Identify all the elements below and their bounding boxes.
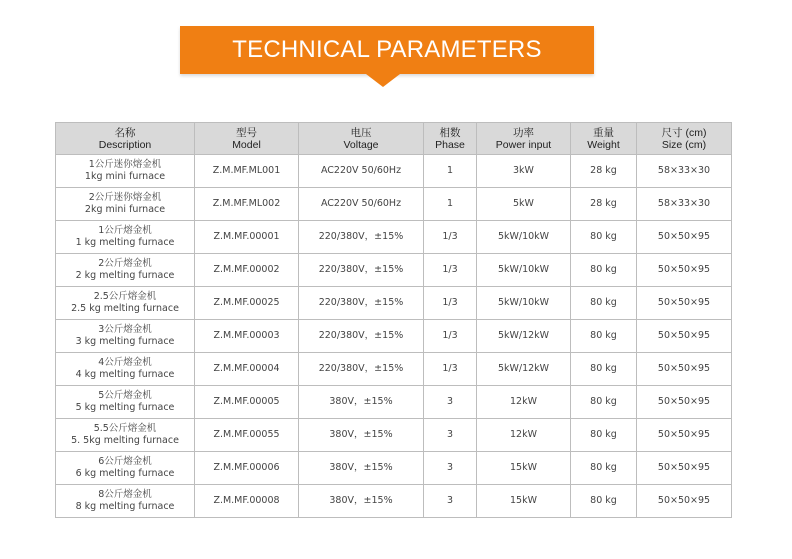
cell-size: 50×50×95: [637, 353, 732, 386]
header-cn: 名称: [114, 126, 136, 139]
header-en: Model: [232, 138, 261, 151]
header-en: Weight: [587, 138, 620, 151]
table-row: [56, 419, 732, 452]
description-cn: 5公斤熔金机: [98, 390, 152, 401]
cell-size: 58×33×30: [637, 188, 732, 221]
header-cn: 电压: [350, 126, 372, 139]
cell-weight: 80 kg: [571, 254, 637, 287]
cell-voltage: 220/380V，±15%: [299, 320, 424, 353]
description-en: 2.5 kg melting furnace: [71, 303, 179, 314]
header-description: [56, 123, 195, 155]
table-row: [56, 452, 732, 485]
cell-phase: 3: [424, 419, 477, 452]
table-row: [56, 386, 732, 419]
cell-size: 50×50×95: [637, 254, 732, 287]
cell-model: Z.M.MF.00008: [195, 485, 299, 518]
cell-phase: 1/3: [424, 353, 477, 386]
parameters-table: [55, 122, 732, 518]
cell-voltage: 220/380V，±15%: [299, 353, 424, 386]
table-body: [56, 155, 732, 518]
cell-model: Z.M.MF.ML002: [195, 188, 299, 221]
cell-power: 12kW: [477, 386, 571, 419]
description-en: 2kg mini furnace: [84, 204, 166, 215]
description-cn: 1公斤迷你熔金机: [88, 159, 162, 170]
cell-size: 50×50×95: [637, 287, 732, 320]
cell-description: [56, 221, 195, 254]
cell-size: 50×50×95: [637, 485, 732, 518]
description-cn: 1公斤熔金机: [98, 225, 152, 236]
cell-weight: 80 kg: [571, 287, 637, 320]
header-cn: 型号: [236, 126, 257, 139]
cell-power: 12kW: [477, 419, 571, 452]
cell-description: [56, 353, 195, 386]
cell-voltage: 220/380V，±15%: [299, 287, 424, 320]
table-header-row: [56, 123, 732, 155]
table-row: [56, 254, 732, 287]
cell-power: 15kW: [477, 452, 571, 485]
description-en: 1kg mini furnace: [84, 171, 166, 182]
cell-voltage: 380V，±15%: [299, 419, 424, 452]
cell-power: 5kW/12kW: [477, 353, 571, 386]
cell-model: Z.M.MF.ML001: [195, 155, 299, 188]
cell-voltage: AC220V 50/60Hz: [299, 155, 424, 188]
table-row: [56, 188, 732, 221]
cell-model: Z.M.MF.00006: [195, 452, 299, 485]
cell-description: [56, 386, 195, 419]
header-en: Voltage: [343, 138, 379, 151]
cell-weight: 80 kg: [571, 386, 637, 419]
description-en: 5 kg melting furnace: [75, 402, 175, 413]
cell-weight: 80 kg: [571, 353, 637, 386]
cell-phase: 1/3: [424, 254, 477, 287]
header-voltage: [299, 123, 424, 155]
description-cn: 5.5公斤熔金机: [93, 423, 157, 434]
cell-weight: 80 kg: [571, 452, 637, 485]
header-en: Phase: [435, 138, 465, 151]
description-cn: 2公斤迷你熔金机: [88, 192, 162, 203]
banner-pointer: [366, 74, 400, 87]
description-en: 3 kg melting furnace: [75, 336, 175, 347]
cell-phase: 3: [424, 452, 477, 485]
description-cn: 4公斤熔金机: [98, 357, 152, 368]
cell-voltage: 380V，±15%: [299, 485, 424, 518]
cell-phase: 3: [424, 386, 477, 419]
description-cn: 6公斤熔金机: [98, 456, 152, 467]
cell-phase: 3: [424, 485, 477, 518]
header-cn: 重量: [593, 126, 614, 139]
description-cn: 3公斤熔金机: [98, 324, 152, 335]
cell-description: [56, 485, 195, 518]
description-en: 8 kg melting furnace: [75, 501, 175, 512]
title-banner: [180, 26, 594, 74]
description-en: 1 kg melting furnace: [75, 237, 175, 248]
cell-description: [56, 155, 195, 188]
cell-phase: 1: [424, 155, 477, 188]
cell-phase: 1/3: [424, 320, 477, 353]
cell-voltage: AC220V 50/60Hz: [299, 188, 424, 221]
cell-size: 50×50×95: [637, 452, 732, 485]
cell-model: Z.M.MF.00003: [195, 320, 299, 353]
cell-voltage: 380V，±15%: [299, 452, 424, 485]
header-model: [195, 123, 299, 155]
table-row: [56, 155, 732, 188]
cell-weight: 80 kg: [571, 419, 637, 452]
cell-size: 50×50×95: [637, 419, 732, 452]
header-phase: [424, 123, 477, 155]
cell-description: [56, 188, 195, 221]
cell-model: Z.M.MF.00055: [195, 419, 299, 452]
cell-description: [56, 419, 195, 452]
cell-phase: 1/3: [424, 221, 477, 254]
cell-weight: 28 kg: [571, 155, 637, 188]
description-en: 2 kg melting furnace: [75, 270, 175, 281]
header-power: [477, 123, 571, 155]
header-cn: 相数: [439, 126, 461, 139]
cell-description: [56, 320, 195, 353]
description-cn: 8公斤熔金机: [98, 489, 152, 500]
cell-size: 58×33×30: [637, 155, 732, 188]
cell-weight: 80 kg: [571, 221, 637, 254]
cell-description: [56, 452, 195, 485]
header-weight: [571, 123, 637, 155]
table-row: [56, 353, 732, 386]
table-row: [56, 287, 732, 320]
cell-size: 50×50×95: [637, 320, 732, 353]
banner-title: TECHNICAL PARAMETERS: [232, 36, 542, 63]
cell-description: [56, 287, 195, 320]
cell-description: [56, 254, 195, 287]
description-cn: 2.5公斤熔金机: [93, 291, 157, 302]
cell-phase: 1: [424, 188, 477, 221]
cell-size: 50×50×95: [637, 386, 732, 419]
cell-power: 5kW/10kW: [477, 254, 571, 287]
cell-power: 5kW: [477, 188, 571, 221]
cell-power: 15kW: [477, 485, 571, 518]
header-cn: 尺寸 (cm): [661, 126, 707, 139]
cell-power: 5kW/10kW: [477, 287, 571, 320]
cell-model: Z.M.MF.00001: [195, 221, 299, 254]
cell-phase: 1/3: [424, 287, 477, 320]
description-en: 5. 5kg melting furnace: [71, 435, 179, 446]
cell-model: Z.M.MF.00005: [195, 386, 299, 419]
description-cn: 2公斤熔金机: [98, 258, 152, 269]
cell-power: 5kW/12kW: [477, 320, 571, 353]
table-row: [56, 320, 732, 353]
cell-weight: 80 kg: [571, 320, 637, 353]
header-en: Power input: [495, 138, 552, 151]
cell-size: 50×50×95: [637, 221, 732, 254]
cell-power: 3kW: [477, 155, 571, 188]
cell-model: Z.M.MF.00004: [195, 353, 299, 386]
description-en: 4 kg melting furnace: [75, 369, 175, 380]
description-en: 6 kg melting furnace: [75, 468, 175, 479]
table-row: [56, 485, 732, 518]
header-en: Size (cm): [661, 138, 707, 151]
cell-voltage: 380V，±15%: [299, 386, 424, 419]
table-row: [56, 221, 732, 254]
cell-model: Z.M.MF.00025: [195, 287, 299, 320]
cell-weight: 80 kg: [571, 485, 637, 518]
header-en: Description: [98, 138, 152, 151]
header-cn: 功率: [513, 126, 534, 139]
cell-voltage: 220/380V，±15%: [299, 254, 424, 287]
cell-model: Z.M.MF.00002: [195, 254, 299, 287]
cell-power: 5kW/10kW: [477, 221, 571, 254]
cell-weight: 28 kg: [571, 188, 637, 221]
header-size: [637, 123, 732, 155]
cell-voltage: 220/380V，±15%: [299, 221, 424, 254]
